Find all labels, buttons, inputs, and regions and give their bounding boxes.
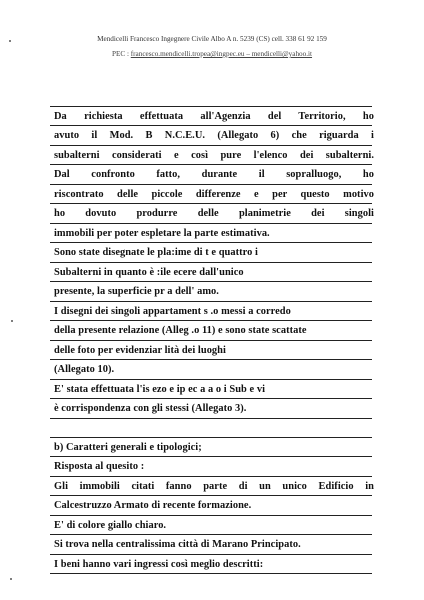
scan-speck [11,320,13,322]
rule-line [50,418,372,419]
text-line: Calcestruzzo Armato di recente formazione. [54,500,252,511]
rule-line [50,554,372,555]
rule-line [50,476,372,477]
pec-label: PEC : [111,50,131,58]
text-line: riscontrato delle piccole differenze e per questo motivo [54,189,374,200]
rule-line [50,379,372,380]
text-line: Gli immobili citati fanno parte di un unico Edificio in [54,481,374,492]
header-pec-line [0,50,424,58]
rule-line [50,145,372,146]
text-line: è corrispondenza con gli stessi (Allegato 3). [54,403,247,414]
text-line: (Allegato 10). [54,364,115,375]
rule-line [50,456,372,457]
rule-line [50,437,372,438]
text-line: avuto il Mod. B N.C.E.U. (Allegato 6) che riguarda i [54,130,374,141]
header-author-line: Mendicelli Francesco Ingegnere Civile Albo A n. 5239 (CS) cell. 338 61 92 159 [97,35,327,43]
text-line: I beni hanno vari ingressi così meglio descritti: [54,559,264,570]
text-line: Da richiesta effettuata all'Agenzia del Territorio, ho [54,111,374,122]
rule-line [50,320,372,321]
text-line: ho dovuto produrre delle planimetrie dei singoli [54,208,374,219]
rule-line [50,495,372,496]
text-line: subalterni considerati e così pure l'elenco dei subalterni. [54,150,374,161]
rule-line [50,340,372,341]
rule-line [50,106,372,107]
rule-line [50,184,372,185]
text-line: Dal confronto fatto, durante il sopralluogo, ho [54,169,374,180]
rule-line [50,242,372,243]
rule-line [50,164,372,165]
rule-line [50,359,372,360]
section-heading: b) Caratteri generali e tipologici; [54,442,202,453]
text-line: della presente relazione (Alleg .o 11) e sono state scattate [54,325,307,336]
rule-line [50,534,372,535]
rule-line [50,398,372,399]
rule-line [50,515,372,516]
text-line: Subalterni in quanto è :ile ecere dall'unico [54,267,244,278]
rule-line [50,262,372,263]
text-line: I disegni dei singoli appartament s .o messi a corredo [54,306,291,317]
rule-line [50,223,372,224]
text-line: immobili per poter espletare la parte estimativa. [54,228,270,239]
pec-emails: francesco.mendicelli.tropea@ingpec.eu – mendicelli@yahoo.it [130,50,313,58]
scan-speck [10,578,12,580]
rule-line [50,125,372,126]
text-line: delle foto per evidenziar lità dei luoghi [54,345,226,356]
text-line: Sono state disegnate le pla:ime di t e quattro i [54,247,258,258]
text-line: E' di colore giallo chiaro. [54,520,167,531]
text-line: E' stata effettuata l'is ezo e ip ec a a o i Sub e vi [54,384,266,395]
text-line: Risposta al quesito : [54,461,145,472]
text-line: presente, la superficie pr a dell' amo. [54,286,219,297]
rule-line [50,203,372,204]
text-line: Si trova nella centralissima città di Marano Principato. [54,539,301,550]
scan-speck [9,40,11,42]
rule-line [50,301,372,302]
rule-line [50,281,372,282]
rule-line [50,573,372,574]
